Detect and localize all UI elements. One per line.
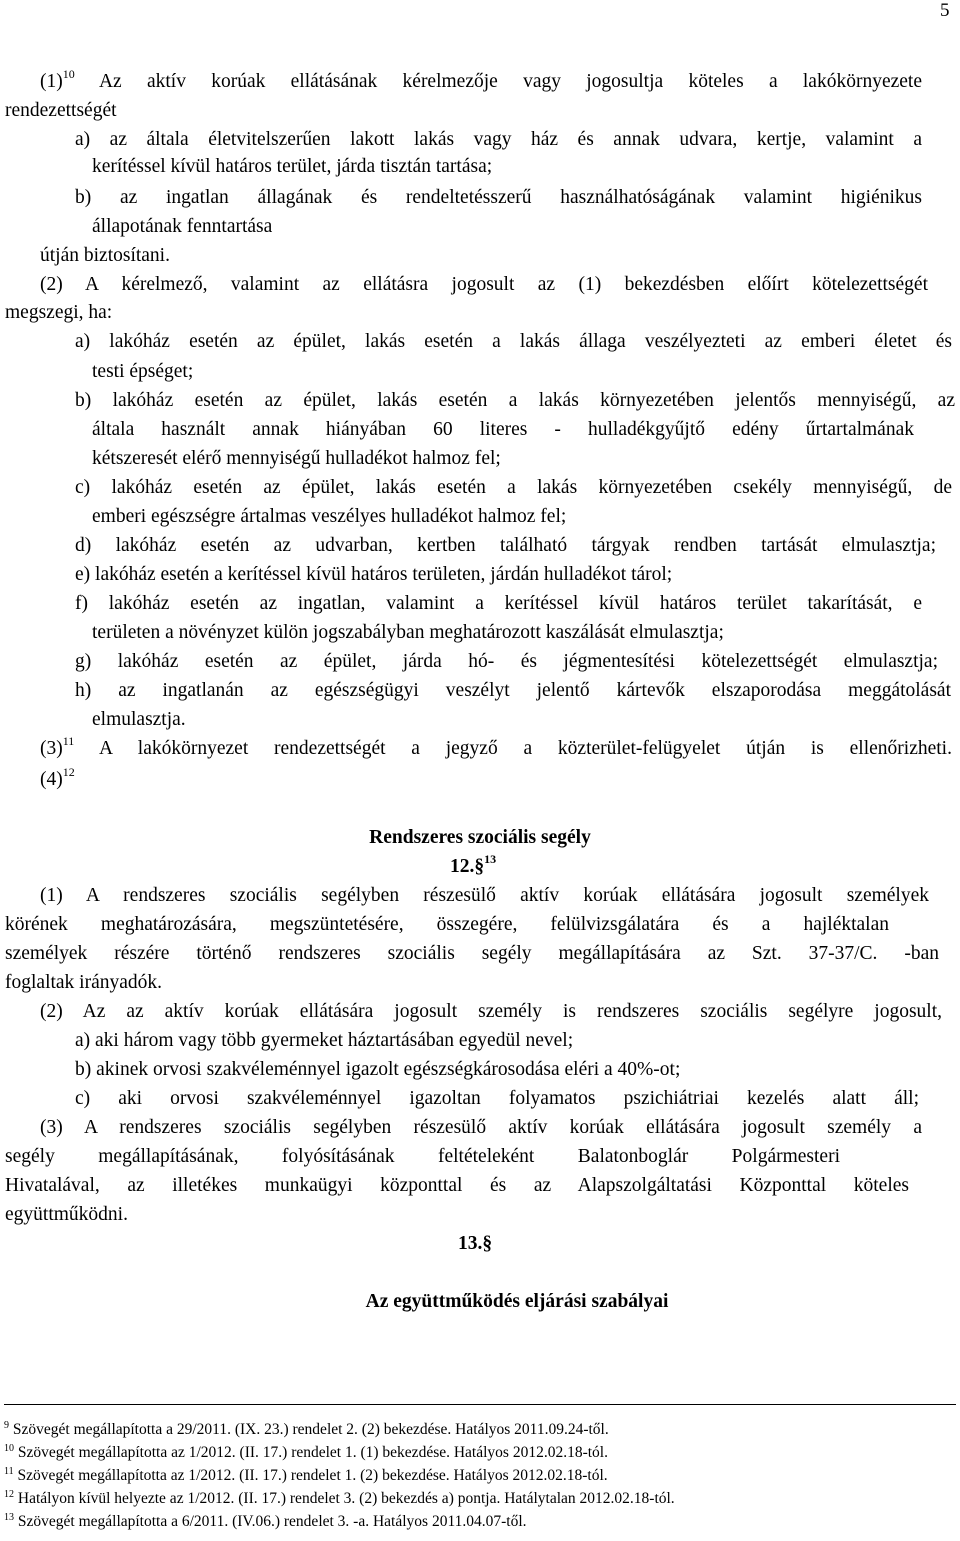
paragraph-2-line-1: (2) A kérelmező, valamint az ellátásra jogosult az (1) bekezdésben előírt kötelezettségét (40, 274, 928, 295)
item-1b-line-1: b) az ingatlan állagának és rendeltetésszerű használhatóságának valamint higiénikus (75, 187, 922, 208)
paragraph-3-text: A lakókörnyezet rendezettségét a jegyző a közterület-felügyelet útján is ellenőrizheti. (99, 738, 952, 759)
section-12-p1-line-3: személyek részére történő rendszeres szociális segély megállapítására az Szt. 37-37/C. -ban (5, 943, 939, 964)
paragraph-4 (40, 765, 75, 793)
section-12-p3-line-3: Hivatalával, az illetékes munkaügyi központtal és az Alapszolgáltatási Központtal köteles (5, 1175, 909, 1196)
item-2h-line-1: h) az ingatlanán az egészségügyi veszélyt jelentő kártevők elszaporodása meggátolását (75, 680, 951, 701)
section-13-heading: 13.§ (458, 1233, 493, 1254)
footnote-9-number: 9 (4, 1420, 9, 1431)
item-1b-line-2: állapotának fenntartása (92, 216, 273, 237)
paragraph-4-number: (4) (40, 769, 63, 790)
item-2b-line-2: általa használt annak hiányában 60 literes - hulladékgyűjtő edény űrtartalmának (92, 419, 914, 440)
section-12-p2-line-1: (2) Az az aktív korúak ellátására jogosult személy is rendszeres szociális segélyre jogosult, (40, 1001, 942, 1022)
footnote-ref-11: 11 (62, 734, 75, 748)
item-2b-line-1: b) lakóház esetén az épület, lakás esetén a lakás környezetében jelentős mennyiségű, az (75, 390, 955, 411)
section-12-p1-line-2: körének meghatározására, megszüntetésére, összegére, felülvizsgálatára és a hajléktalan (5, 914, 889, 935)
section-12-number: 12. (450, 856, 475, 877)
footnote-12-number: 12 (4, 1489, 14, 1500)
item-2f-line-2: területen a növényzet külön jogszabályban meghatározott kaszálását elmulasztja; (92, 622, 724, 643)
paragraph-1-number: (1) (40, 71, 63, 92)
item-2e: e) lakóház esetén a kerítéssel kívül határos területen, járdán hulladékot tárol; (75, 564, 673, 585)
footnote-11-text: Szövegét megállapította az 1/2012. (II. 17.) rendelet 1. (2) bekezdése. Hatályos 2012.02.18-tól. (17, 1467, 608, 1484)
footnote-ref-10: 10 (62, 67, 75, 81)
footnote-ref-13: 13 (484, 852, 497, 866)
item-1a-line-1: a) az általa életvitelszerűen lakott lakás vagy ház és annak udvara, kertje, valamint a (75, 129, 922, 150)
footnote-13-number: 13 (4, 1512, 14, 1523)
footnote-ref-12: 12 (62, 765, 75, 779)
footnote-10 (4, 1443, 608, 1465)
item-2a-line-1: a) lakóház esetén az épület, lakás esetén a lakás állaga veszélyezteti az emberi életet és (75, 331, 952, 352)
section-12-p3-line-4: együttműködni. (5, 1204, 128, 1225)
item-2d: d) lakóház esetén az udvarban, kertben található tárgyak rendben tartását elmulasztja; (75, 535, 936, 556)
item-1a-line-2: kerítéssel kívül határos terület, járda tisztán tartása; (92, 156, 493, 177)
footnote-13-text: Szövegét megállapította a 6/2011. (IV.06.) rendelet 3. -a. Hatályos 2011.04.07-től. (17, 1513, 527, 1530)
section-12-heading: 12.§$^{13}$ (450, 852, 497, 877)
footnote-12 (4, 1489, 675, 1511)
footnote-13 (4, 1512, 527, 1534)
item-2c-line-1: c) lakóház esetén az épület, lakás esetén a lakás környezetében csekély mennyiségű, de (75, 477, 952, 498)
section-12-title: Rendszeres szociális segély (369, 827, 591, 848)
section-12-p3-line-2: segély megállapításának, folyósításának feltételeként Balatonboglár Polgármesteri (5, 1146, 840, 1167)
footnote-divider (4, 1404, 956, 1405)
paragraph-1-end: útján biztosítani. (40, 245, 170, 266)
item-2b-line-3: kétszeresét elérő mennyiségű hulladékot halmoz fel; (92, 448, 501, 469)
section-13-number: 13. (458, 1233, 483, 1254)
section-12-p2-a: a) aki három vagy több gyermeket háztartásában egyedül nevel; (75, 1030, 574, 1051)
item-2g: g) lakóház esetén az épület, járda hó- és jégmentesítési kötelezettségét elmulasztja; (75, 651, 938, 672)
paragraph-1-line-2: rendezettségét (5, 100, 117, 121)
item-2c-line-2: emberi egészségre ártalmas veszélyes hulladékot halmoz fel; (92, 506, 567, 527)
footnote-10-number: 10 (4, 1443, 14, 1454)
footnote-11-number: 11 (4, 1466, 14, 1477)
footnote-9 (4, 1420, 609, 1442)
item-2f-line-1: f) lakóház esetén az ingatlan, valamint a kerítéssel kívül határos terület takarítását, e (75, 593, 922, 614)
section-12-p2-c: c) aki orvosi szakvéleménnyel igazoltan folyamatos pszichiátriai kezelés alatt áll; (75, 1088, 919, 1109)
footnote-12-text: Hatályon kívül helyezte az 1/2012. (II. 17.) rendelet 3. (2) bekezdés a) pontja. Hatálytalan 2012.02.18-tól. (17, 1490, 675, 1507)
page-number: 5 (940, 0, 950, 21)
footnote-9-text: Szövegét megállapította a 29/2011. (IX. 23.) rendelet 2. (2) bekezdése. Hatályos 2011.09.24-től. (12, 1421, 609, 1438)
paragraph-3-number: (3) (40, 738, 63, 759)
section-12-p1-line-4: foglaltak irányadók. (5, 972, 163, 993)
paragraph-1-line-1 (40, 67, 922, 95)
section-12-p1-line-1: (1) A rendszeres szociális segélyben részesülő aktív korúak ellátására jogosult személyek (40, 885, 929, 906)
paragraph-1-text: Az aktív korúak ellátásának kérelmezője vagy jogosultja köteles a lakókörnyezete (98, 71, 922, 92)
section-12-p3-line-1: (3) A rendszeres szociális segélyben részesülő aktív korúak ellátására jogosult személy a (40, 1117, 922, 1138)
footnote-11 (4, 1466, 608, 1488)
section-13-title: Az együttműködés eljárási szabályai (365, 1291, 669, 1312)
item-2h-line-2: elmulasztja. (92, 709, 186, 730)
section-12-p2-b: b) akinek orvosi szakvéleménnyel igazolt egészségkárosodása eléri a 40%-ot; (75, 1059, 681, 1080)
paragraph-2-line-2: megszegi, ha: (5, 302, 113, 323)
paragraph-3 (40, 734, 952, 762)
item-2a-line-2: testi épséget; (92, 361, 194, 382)
footnote-10-text: Szövegét megállapította az 1/2012. (II. 17.) rendelet 1. (1) bekezdése. Hatályos 2012.02.18-tól. (17, 1444, 608, 1461)
